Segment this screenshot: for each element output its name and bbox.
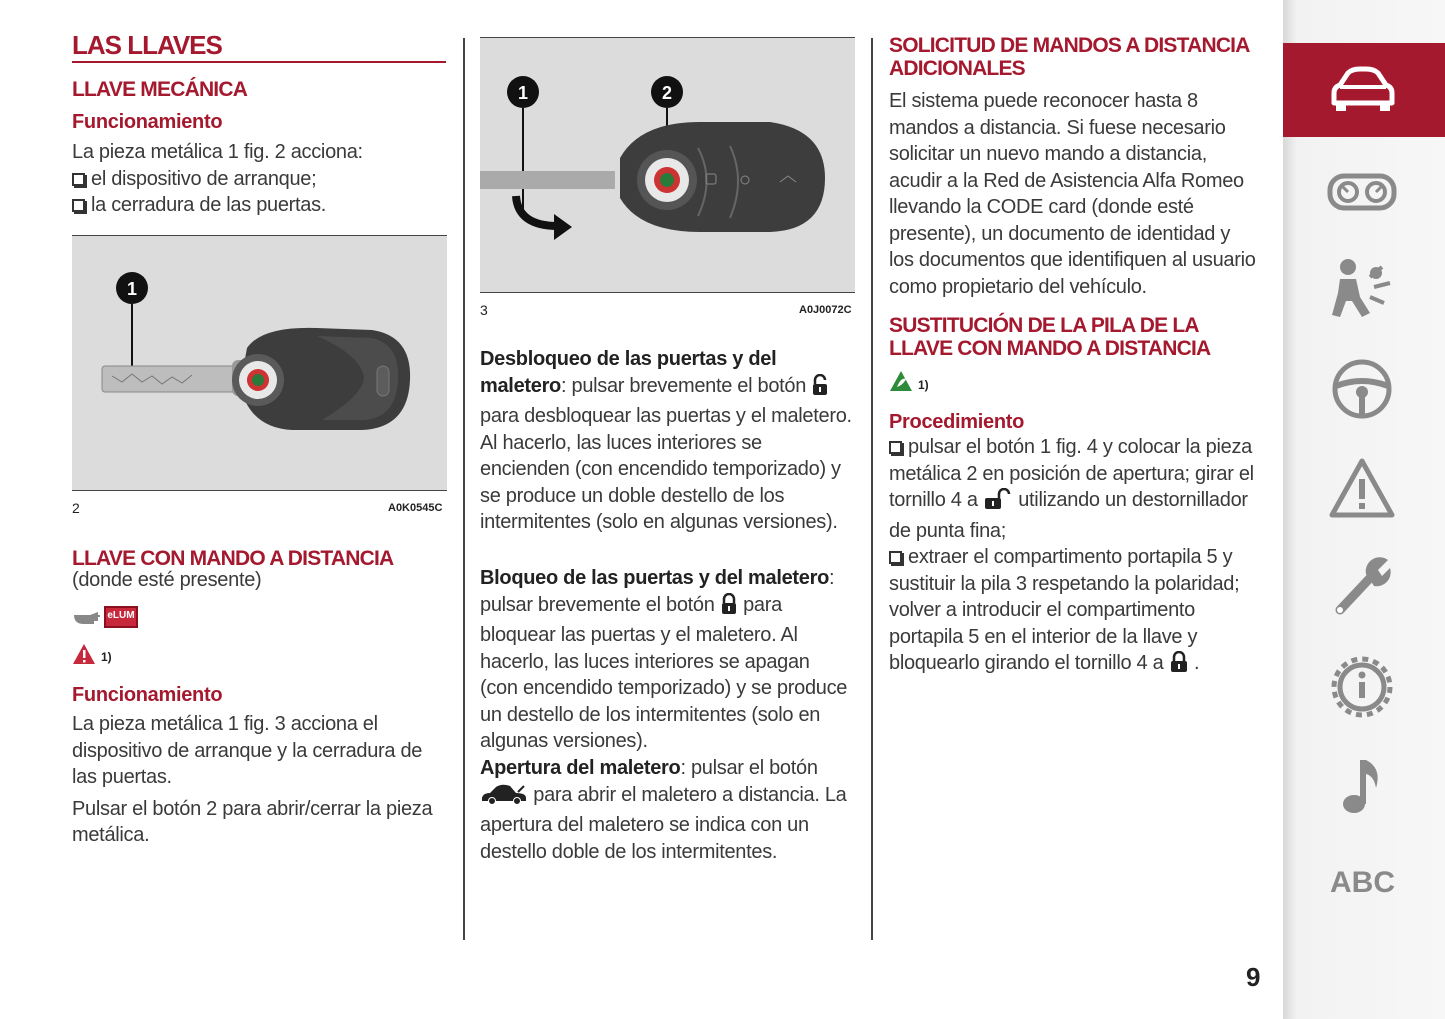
safety-icon[interactable] xyxy=(1326,257,1398,323)
unlock-paragraph: Desbloqueo de las puertas y del maletero: pulsar brevemente el botón para desbloquear las puertas y el maletero. Al hacerlo, las luces interiores se encienden (con encendido temporizado) y se produce un doble destello de los intermitentes (solo en algunas versiones). xyxy=(480,348,852,533)
music-icon[interactable] xyxy=(1326,754,1398,820)
car-trunk-icon xyxy=(480,783,528,813)
index-abc-button[interactable]: ABC xyxy=(1330,866,1395,899)
warning-triangle-icon xyxy=(72,643,96,670)
environment-icon xyxy=(889,370,913,397)
steering-wheel-icon[interactable] xyxy=(1326,356,1398,422)
subheading-function-2: Funcionamiento xyxy=(72,684,223,706)
svg-text:1: 1 xyxy=(517,83,529,103)
column-divider xyxy=(871,38,873,940)
remote-key-note: (donde esté presente) xyxy=(72,569,262,591)
list-item: pulsar el botón 1 fig. 4 y colocar la pieza metálica 2 en posición de apertura; girar el tornillo 4 a utilizando un destornillador de punta fina; xyxy=(889,436,1254,542)
svg-text:1: 1 xyxy=(126,279,138,299)
trunk-paragraph: Apertura del maletero: pulsar el botón para abrir el maletero a distancia. La apertura del maletero se indica con un destello doble de los intermitentes. xyxy=(480,757,847,863)
checkbox-bullet-icon xyxy=(889,551,902,564)
hand-pointer-icon xyxy=(72,609,102,632)
dashboard-icon[interactable] xyxy=(1326,158,1398,224)
figure-number: 2 xyxy=(72,500,80,516)
subheading-function: Funcionamiento xyxy=(72,111,223,133)
additional-remotes-text: El sistema puede reconocer hasta 8 mandos a distancia. Si fuese necesario solicitar un nuevo mando a distancia, acudir a la Red de Asistencia Alfa Romeo llevando la CODE card (donde esté presente), un documento de identidad y los documentos que identifiquen al usuario como propietario del vehículo. xyxy=(889,90,1256,298)
lock-paragraph: Bloqueo de las puertas y del maletero: pulsar brevemente el botón para bloquear las puertas y el maletero. Al hacerlo, las luces interiores se apagan (con encendido temporizado) y se produce un destello de los intermitentes (solo en algunas versiones). xyxy=(480,567,848,752)
section-heading-battery-replacement: SUSTITUCIÓN DE LA PILA DE LA LLAVE CON MANDO A DISTANCIA xyxy=(889,314,1211,360)
figure-number: 3 xyxy=(480,302,488,318)
remote-key-illustration xyxy=(480,38,855,292)
page-number: 9 xyxy=(1246,962,1261,992)
section-heading-remote-key: LLAVE CON MANDO A DISTANCIA xyxy=(72,547,394,570)
function-2-text: La pieza metálica 1 fig. 3 acciona el dispositivo de arranque y la cerradura de las puertas. Pulsar el botón 2 para abrir/cerrar la pieza metálica. xyxy=(72,713,433,846)
section-heading-mechanical-key: LLAVE MECÁNICA xyxy=(72,78,248,101)
info-icon[interactable] xyxy=(1326,654,1398,720)
checkbox-bullet-icon xyxy=(72,173,85,186)
checkbox-bullet-icon xyxy=(889,441,902,454)
list-item: la cerradura de las puertas. xyxy=(72,192,452,219)
function-text: La pieza metálica 1 fig. 2 acciona: el dispositivo de arranque; la cerradura de las puertas. xyxy=(72,139,452,219)
environment-reference: 1) xyxy=(918,378,929,392)
page-title: LAS LLAVES xyxy=(72,30,222,60)
title-underline xyxy=(72,61,446,63)
wrench-icon[interactable] xyxy=(1326,554,1398,620)
figure-2-mechanical-key xyxy=(72,235,447,491)
procedure-list xyxy=(889,434,1267,681)
figure-code: A0J0072C xyxy=(799,304,852,316)
padlock-closed-icon xyxy=(1169,651,1189,681)
padlock-open-icon xyxy=(983,488,1013,518)
car-icon[interactable] xyxy=(1326,57,1398,123)
key-illustration xyxy=(72,236,447,490)
checkbox-bullet-icon xyxy=(72,199,85,212)
figure-3-remote-key xyxy=(480,37,855,293)
column-divider xyxy=(463,38,465,940)
padlock-open-icon xyxy=(811,374,829,404)
figure-code: A0K0545C xyxy=(388,502,443,514)
padlock-closed-icon xyxy=(720,593,738,623)
subheading-procedure: Procedimiento xyxy=(889,411,1025,433)
warning-reference: 1) xyxy=(101,650,112,664)
svg-text:2: 2 xyxy=(661,83,673,103)
elum-badge: eLUM xyxy=(104,606,138,628)
list-item: el dispositivo de arranque; xyxy=(72,166,452,193)
list-item: extraer el compartimento portapila 5 y sustituir la pila 3 respetando la polaridad; volver a introducir el compartimento portapila 5 en el interior de la llave y bloquearlo girando el tornillo 4 a . xyxy=(889,544,1267,681)
section-heading-additional-remotes: SOLICITUD DE MANDOS A DISTANCIA ADICIONALES xyxy=(889,34,1249,80)
warning-icon[interactable] xyxy=(1326,455,1398,521)
